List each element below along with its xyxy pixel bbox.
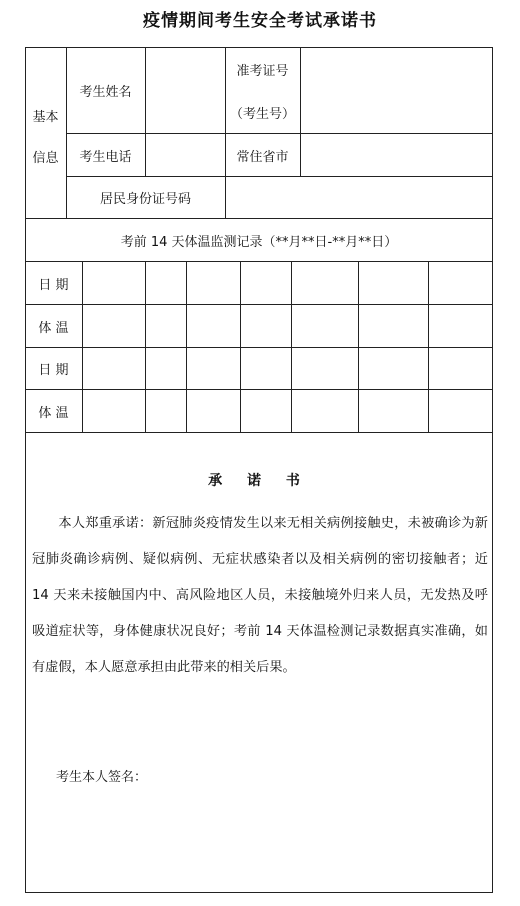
name-label: 考生姓名 — [79, 84, 132, 100]
province-field[interactable] — [301, 134, 492, 176]
row-divider — [25, 261, 493, 262]
col-divider — [358, 261, 359, 433]
section-label-basic: 基本 — [32, 109, 59, 125]
candidate-number-label: （考生号） — [229, 106, 295, 122]
admission-number-field[interactable] — [301, 48, 492, 132]
name-field[interactable] — [146, 48, 224, 132]
row-divider — [25, 389, 493, 390]
row-divider — [25, 432, 493, 433]
pledge-body: 本人郑重承诺：新冠肺炎疫情发生以来无相关病例接触史，未被确诊为新冠肺炎确诊病例、疑似病例、无症状感染者以及相关病例的密切接触者；近 14 天来未接触国内中、高风险地区人员，未接触境外归来人员，无发热及呼吸道症状等，身体健康状况良好；考前 14 天体温检测记录数据真实准确，如有虚假，本人愿意承担由此带来的相关后果。 — [32, 516, 488, 675]
phone-label: 考生电话 — [79, 149, 132, 165]
col-divider — [291, 261, 292, 433]
col-divider — [428, 261, 429, 433]
id-number-field[interactable] — [226, 177, 492, 218]
admission-number-label: 准考证号 — [236, 63, 289, 79]
date-row-label: 日 期 — [38, 277, 69, 293]
col-divider — [240, 261, 241, 433]
signature-field[interactable] — [150, 760, 350, 790]
col-divider — [82, 261, 83, 433]
col-divider — [186, 261, 187, 433]
temperature-record-header: 考前 14 天体温监测记录（**月**日-**月**日） — [120, 234, 398, 250]
pledge-title: 承 诺 书 — [208, 473, 310, 489]
province-label: 常住省市 — [236, 149, 289, 165]
temperature-row-label: 体 温 — [38, 405, 69, 421]
col-divider — [145, 261, 146, 433]
temperature-row-label: 体 温 — [38, 320, 69, 336]
id-number-label: 居民身份证号码 — [99, 192, 191, 207]
document-title: 疫情期间考生安全考试承诺书 — [143, 11, 377, 31]
date-row-label: 日 期 — [38, 363, 69, 378]
phone-field[interactable] — [146, 134, 224, 176]
signature-label: 考生本人签名： — [56, 770, 148, 785]
section-label-info: 信息 — [32, 150, 59, 166]
row-divider — [25, 347, 493, 348]
row-divider — [25, 304, 493, 305]
